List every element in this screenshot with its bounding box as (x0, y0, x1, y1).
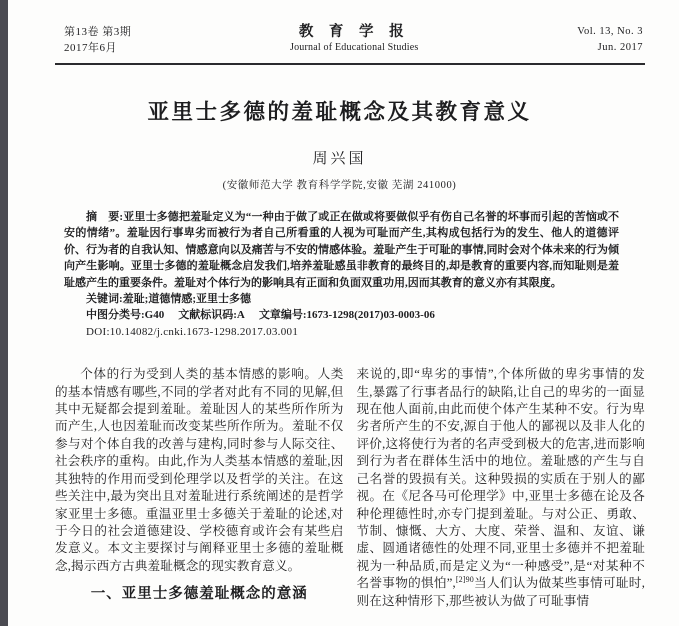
keywords-text: 羞耻;道德情感;亚里士多德 (122, 293, 251, 306)
article-id: 文章编号:1673-1298(2017)03-0003-06 (258, 309, 435, 322)
abstract-paragraph (64, 209, 619, 291)
right-paragraph-text: 来说的,即“卑劣的事情”,个体所做的卑劣事情的发生,暴露了行事者品行的缺陷,让自己的卑劣的一面显现在他人面前,由此而使个体产生某种不安。行为卑劣者所产生的不安,源自于他人的鄙视以及非人化的评价,这将使行为者的名声受到极大的危害,进而影响到行为者在群体生活中的地位。羞耻感的产生与自己名誉的毁损有关。这种毁损的实质在于别人的鄙视。在《尼各马可伦理学》中,亚里士多德在论及各种伦理德性时,亦专门提到羞耻。与对公正、勇敢、节制、慷慨、大方、大度、荣誉、温和、友谊、谦虚、圆通诸德性的处理不同,亚里士多德并不把羞耻视为一种品质,而是定义为“一种感受”,是“对某种不名誉事物的惧怕”, (356, 367, 645, 591)
document-code: 文献标识码:A (178, 309, 245, 322)
journal-title-en: Journal of Educational Studies (290, 42, 419, 53)
right-column (357, 366, 646, 610)
abstract-label: 摘 要: (86, 211, 124, 223)
classification-line (64, 307, 619, 323)
citation-marker: [2]90 (455, 574, 474, 584)
volume-number-en: Vol. 13, No. 3 (577, 26, 643, 37)
right-paragraph-text-cont: 当人们认为做某些事情可耻时,则在这种情形下,那些被认为做了可耻事情 (356, 576, 645, 608)
volume-info-en (577, 24, 643, 56)
left-column (55, 366, 344, 610)
author-name: 周兴国 (312, 151, 367, 167)
journal-masthead (0, 0, 679, 56)
clc-number: 中图分类号:G40 (86, 309, 165, 322)
abstract-text: 亚里士多德把羞耻定义为“一种由于做了或正在做或将要做似乎有伤自己名誉的坏事而引起的苦恼或不安的情绪”。羞耻因行事卑劣而被行为者自己所看重的人视为可耻而产生,其构成包括行为的发生、他人的道德评价、行为者的自我认知、情感意向以及痛苦与不安的情感体验。羞耻产生于可耻的事情,同时会对个体未来的行为倾向产生影响。亚里士多德的羞耻概念启发我们,培养羞耻感虽非教育的最终目的,却是教育的重要内容,而知耻则是羞耻感产生的重要条件。羞耻对个体行为的影响具有正面和负面双重功用,因而其教育的意义亦有其限度。 (64, 211, 619, 289)
masthead-divider (55, 63, 645, 65)
article-title: 亚里士多德的羞耻概念及其教育意义 (147, 100, 532, 124)
section-heading-1: 一、亚里士多德羞耻概念的意涵 (90, 586, 308, 603)
abstract-section (64, 209, 619, 340)
issue-date-en: Jun. 2017 (597, 42, 643, 53)
scan-edge-strip (0, 0, 8, 626)
keywords-line (64, 291, 619, 307)
left-column-paragraph: 个体的行为受到人类的基本情感的影响。人类的基本情感有哪些,不同的学者对此有不同的见解,但其中无疑都会提到羞耻。羞耻因人的某些所作所为而产生,人也因羞耻而改变某些所作所为。羞耻不仅参与对个体自我的改善与建构,同时参与人际交往、社会秩序的重构。由此,作为人类基本情感的羞耻,因其独特的作用而受到伦理学以及哲学的关注。在这些关注中,最为突出且对羞耻进行系统阐述的是哲学家亚里士多德。重温亚里士多德关于羞耻的论述,对于今日的社会道德建设、学校德育或许会有某些启发意义。本文主要探讨与阐释亚里士多德的羞耻概念,揭示西方古典羞耻概念的现实教育意义。 (55, 367, 344, 573)
issue-volume-cn: 第13卷 第3期 (64, 26, 132, 38)
doi-line: DOI:10.14082/j.cnki.1673-1298.2017.03.001 (86, 325, 299, 338)
author-affiliation: (安徽师范大学 教育科学学院,安徽 芜湖 241000) (222, 180, 457, 191)
body-columns (55, 366, 645, 610)
journal-title-cn: 教 育 学 报 (298, 24, 410, 40)
issue-date-cn: 2017年6月 (64, 42, 117, 54)
journal-title-block (290, 24, 418, 55)
keywords-label: 关键词: (86, 293, 123, 306)
issue-info (64, 24, 131, 56)
right-column-paragraph (357, 366, 646, 610)
